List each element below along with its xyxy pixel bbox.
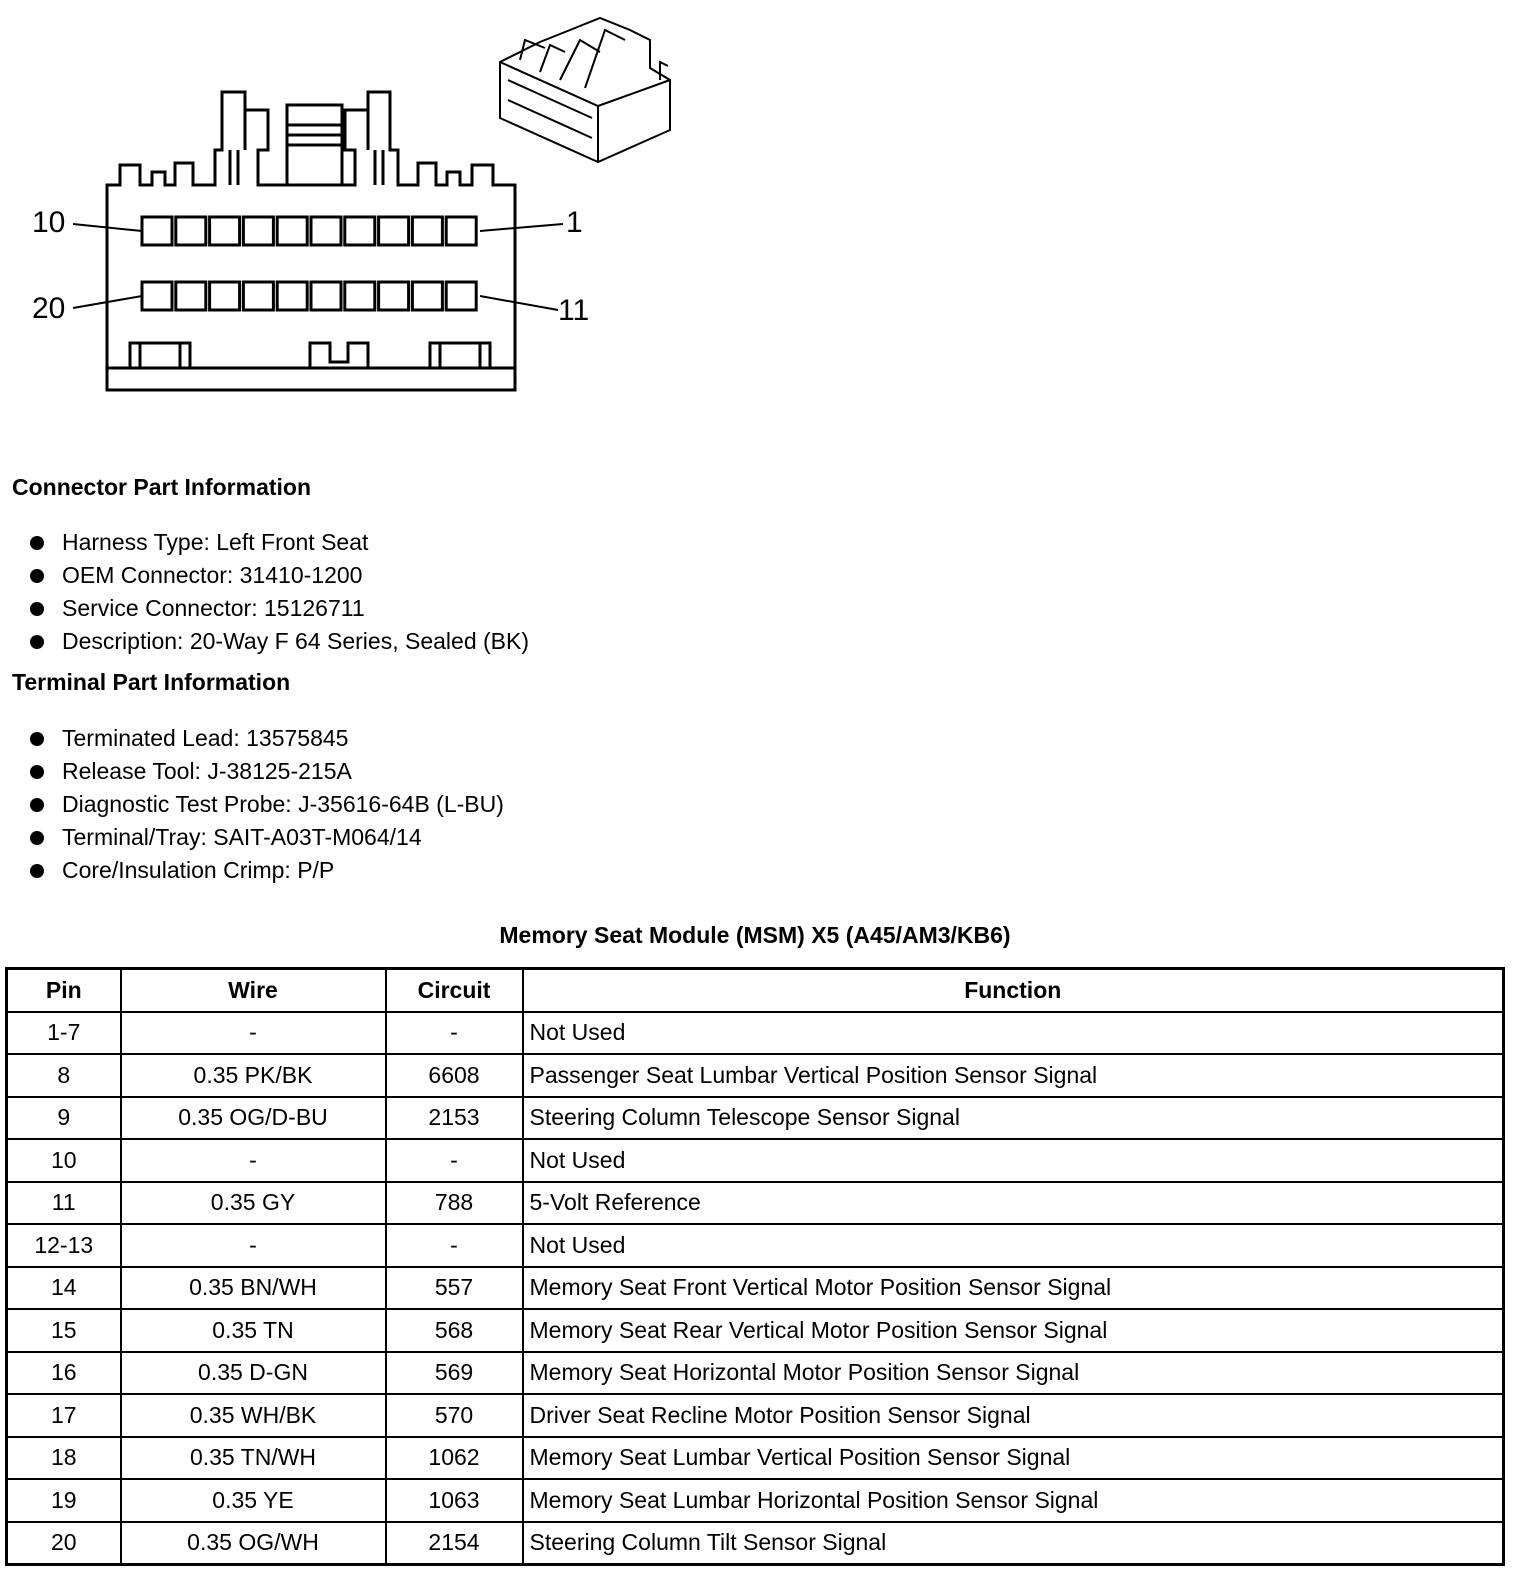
cell-wire: 0.35 GY [121, 1182, 386, 1225]
pin-cavity [277, 282, 307, 310]
cell-function: Memory Seat Horizontal Motor Position Sensor Signal [523, 1352, 1504, 1395]
cell-function: Steering Column Tilt Sensor Signal [523, 1522, 1504, 1565]
bullet-icon [30, 536, 44, 550]
connector-info-list [30, 526, 529, 658]
cell-circuit: 1062 [386, 1437, 523, 1480]
list-item-text: OEM Connector: 31410-1200 [62, 562, 363, 588]
cell-function: Memory Seat Rear Vertical Motor Position Sensor Signal [523, 1309, 1504, 1352]
list-item-text: Terminated Lead: 13575845 [62, 725, 349, 751]
cell-function: 5-Volt Reference [523, 1182, 1504, 1225]
pin-cavity [446, 217, 476, 245]
table-header-row [7, 969, 1504, 1012]
cell-function: Passenger Seat Lumbar Vertical Position Sensor Signal [523, 1054, 1504, 1097]
list-item [30, 854, 504, 887]
cell-pin: 14 [7, 1267, 121, 1310]
cell-pin: 9 [7, 1097, 121, 1140]
pin-cavity [345, 282, 375, 310]
table-row [7, 1224, 1504, 1267]
pin-cavity [277, 217, 307, 245]
table-row [7, 1522, 1504, 1565]
cell-function: Not Used [523, 1224, 1504, 1267]
cell-wire: 0.35 BN/WH [121, 1267, 386, 1310]
cell-wire: 0.35 D-GN [121, 1352, 386, 1395]
cell-wire: 0.35 TN/WH [121, 1437, 386, 1480]
list-item-text: Description: 20-Way F 64 Series, Sealed (BK) [62, 628, 529, 654]
cell-pin: 15 [7, 1309, 121, 1352]
table-row [7, 1394, 1504, 1437]
bullet-icon [30, 569, 44, 583]
bottom-key [130, 343, 190, 368]
list-item-text: Terminal/Tray: SAIT-A03T-M064/14 [62, 824, 422, 850]
pin-cavity [412, 282, 442, 310]
cell-function: Not Used [523, 1139, 1504, 1182]
terminal-info-list [30, 722, 504, 887]
pin-cavity [210, 282, 240, 310]
cell-wire: 0.35 OG/WH [121, 1522, 386, 1565]
pin-cavity [412, 217, 442, 245]
pin-label-10: 10 [32, 206, 66, 239]
cell-pin: 16 [7, 1352, 121, 1395]
cell-wire: 0.35 PK/BK [121, 1054, 386, 1097]
bullet-icon [30, 864, 44, 878]
pin-cavity [210, 217, 240, 245]
column-header-pin: Pin [7, 969, 121, 1012]
cell-pin: 10 [7, 1139, 121, 1182]
list-item [30, 788, 504, 821]
cell-circuit: - [386, 1224, 523, 1267]
table-row [7, 1012, 1504, 1055]
cell-circuit: 2153 [386, 1097, 523, 1140]
cell-function: Driver Seat Recline Motor Position Sensor Signal [523, 1394, 1504, 1437]
bullet-icon [30, 831, 44, 845]
pin-cavity [446, 282, 476, 310]
cell-circuit: 570 [386, 1394, 523, 1437]
cell-circuit: - [386, 1139, 523, 1182]
cell-circuit: 6608 [386, 1054, 523, 1097]
connector-isometric-thumbnail [500, 18, 670, 162]
list-item-text: Diagnostic Test Probe: J-35616-64B (L-BU) [62, 791, 504, 817]
cell-circuit: 569 [386, 1352, 523, 1395]
pin-label-1: 1 [566, 206, 583, 239]
bottom-key [430, 343, 490, 368]
list-item [30, 625, 529, 658]
cell-circuit: 568 [386, 1309, 523, 1352]
cell-pin: 12-13 [7, 1224, 121, 1267]
cell-circuit: 1063 [386, 1479, 523, 1522]
bullet-icon [30, 635, 44, 649]
pin-cavity [379, 282, 409, 310]
cell-wire: 0.35 WH/BK [121, 1394, 386, 1437]
pin-cavity [176, 217, 206, 245]
cell-function: Memory Seat Lumbar Vertical Position Sensor Signal [523, 1437, 1504, 1480]
pin-cavity [379, 217, 409, 245]
table-row [7, 1437, 1504, 1480]
table-row [7, 1097, 1504, 1140]
cell-circuit: - [386, 1012, 523, 1055]
cell-pin: 18 [7, 1437, 121, 1480]
cell-wire: - [121, 1139, 386, 1182]
bullet-icon [30, 732, 44, 746]
pin-cavity [142, 282, 172, 310]
cell-wire: 0.35 YE [121, 1479, 386, 1522]
bullet-icon [30, 602, 44, 616]
cell-wire: 0.35 OG/D-BU [121, 1097, 386, 1140]
bullet-icon [30, 798, 44, 812]
list-item-text: Service Connector: 15126711 [62, 595, 365, 621]
pin-cavity [345, 217, 375, 245]
column-header-wire: Wire [121, 969, 386, 1012]
cell-pin: 1-7 [7, 1012, 121, 1055]
column-header-function: Function [523, 969, 1504, 1012]
list-item [30, 592, 529, 625]
cell-pin: 8 [7, 1054, 121, 1097]
cell-circuit: 2154 [386, 1522, 523, 1565]
pin-cavity [311, 217, 341, 245]
cell-function: Not Used [523, 1012, 1504, 1055]
list-item-text: Core/Insulation Crimp: P/P [62, 857, 335, 883]
pin-cavity [243, 282, 273, 310]
cell-wire: - [121, 1012, 386, 1055]
list-item [30, 526, 529, 559]
pin-cavity [243, 217, 273, 245]
table-row [7, 1054, 1504, 1097]
cell-pin: 11 [7, 1182, 121, 1225]
cell-pin: 19 [7, 1479, 121, 1522]
connector-info-heading: Connector Part Information [12, 474, 312, 500]
table-row [7, 1479, 1504, 1522]
cell-circuit: 557 [386, 1267, 523, 1310]
column-header-circuit: Circuit [386, 969, 523, 1012]
table-row [7, 1139, 1504, 1182]
cell-pin: 20 [7, 1522, 121, 1565]
list-item [30, 755, 504, 788]
pin-cavity [142, 217, 172, 245]
list-item-text: Harness Type: Left Front Seat [62, 529, 369, 555]
cell-function: Memory Seat Front Vertical Motor Position Sensor Signal [523, 1267, 1504, 1310]
cell-function: Steering Column Telescope Sensor Signal [523, 1097, 1504, 1140]
table-row [7, 1267, 1504, 1310]
cell-circuit: 788 [386, 1182, 523, 1225]
list-item [30, 722, 504, 755]
table-row [7, 1352, 1504, 1395]
pin-cavity [176, 282, 206, 310]
pin-cavity [311, 282, 341, 310]
bullet-icon [30, 765, 44, 779]
connector-face-diagram [0, 0, 700, 400]
table-row [7, 1182, 1504, 1225]
pinout-table [5, 967, 1505, 1566]
cell-function: Memory Seat Lumbar Horizontal Position Sensor Signal [523, 1479, 1504, 1522]
pin-label-11: 11 [558, 294, 590, 327]
list-item-text: Release Tool: J-38125-215A [62, 758, 352, 784]
pin-label-20: 20 [32, 292, 66, 325]
table-title: Memory Seat Module (MSM) X5 (A45/AM3/KB6) [499, 922, 1011, 948]
cell-wire: - [121, 1224, 386, 1267]
list-item [30, 559, 529, 592]
terminal-info-heading: Terminal Part Information [12, 669, 291, 695]
cell-pin: 17 [7, 1394, 121, 1437]
list-item [30, 821, 504, 854]
table-row [7, 1309, 1504, 1352]
cell-wire: 0.35 TN [121, 1309, 386, 1352]
